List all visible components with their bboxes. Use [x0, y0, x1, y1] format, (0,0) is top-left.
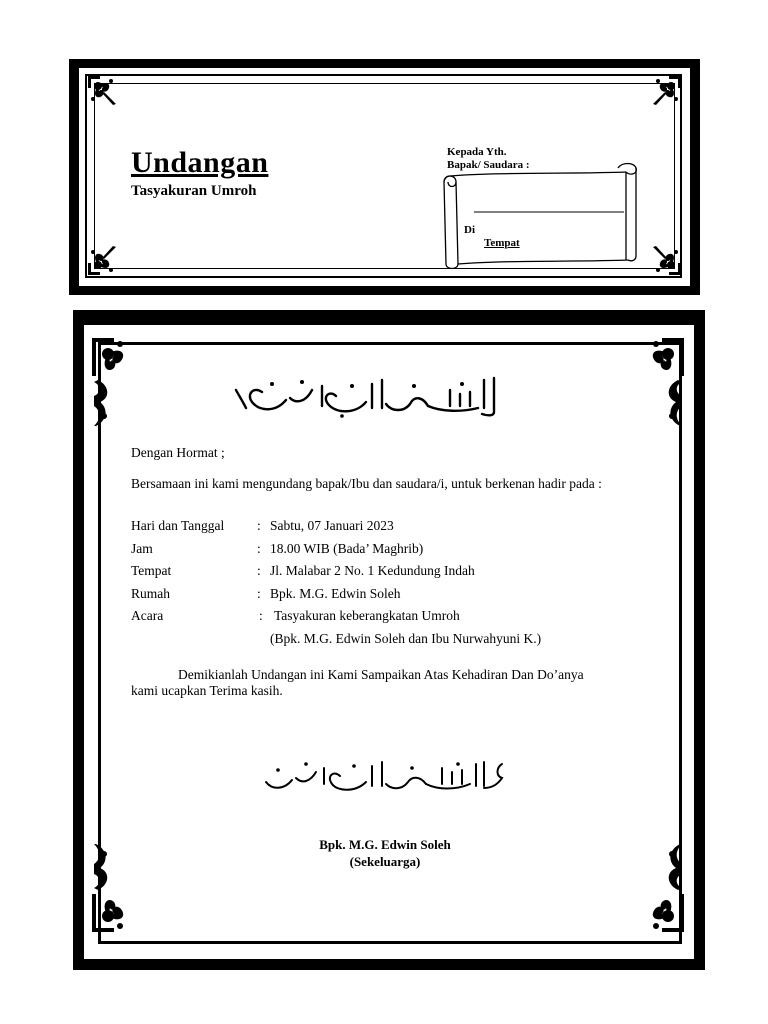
floral-corner-icon	[647, 241, 683, 277]
closing-paragraph: Demikianlah Undangan ini Kami Sampaikan Atas Kehadiran Dan Do’anya kami ucapkan Terima kasih.	[131, 667, 584, 698]
detail-label: Tempat	[131, 563, 172, 578]
detail-label: Jam	[131, 541, 153, 556]
place-label: Tempat	[484, 237, 520, 249]
floral-corner-icon	[86, 241, 122, 277]
detail-value: Tasyakuran keberangkatan Umroh	[274, 608, 460, 623]
assalamualaikum-calligraphy-icon	[232, 372, 500, 422]
detail-value: Jl. Malabar 2 No. 1 Kedundung Indah	[270, 563, 475, 578]
recipient-line: Bapak/ Saudara :	[447, 159, 530, 171]
detail-label: Hari dan Tanggal	[131, 518, 225, 533]
greeting: Dengan Hormat ;	[131, 445, 225, 460]
invitation-title: Undangan	[131, 146, 269, 179]
floral-corner-icon	[86, 74, 122, 110]
detail-value: 18.00 WIB (Bada’ Maghrib)	[270, 541, 424, 556]
floral-corner-icon	[90, 838, 130, 934]
detail-separator: :	[257, 586, 261, 601]
detail-label: Acara	[131, 608, 164, 623]
wassalamualaikum-calligraphy-icon	[262, 756, 506, 796]
signatory-name: Bpk. M.G. Edwin Soleh	[319, 837, 451, 852]
detail-label: Rumah	[131, 586, 170, 601]
intro-paragraph: Bersamaan ini kami mengundang bapak/Ibu dan saudara/i, untuk berkenan hadir pada :	[131, 476, 602, 491]
di-label: Di	[464, 224, 475, 236]
event-hosts: (Bpk. M.G. Edwin Soleh dan Ibu Nurwahyuni K.)	[270, 631, 542, 646]
parchment-scroll-icon	[440, 160, 642, 272]
detail-value: Sabtu, 07 Januari 2023	[270, 518, 394, 533]
signatory-family: (Sekeluarga)	[349, 854, 421, 869]
floral-corner-icon	[90, 336, 130, 432]
detail-separator: :	[257, 563, 261, 578]
floral-corner-icon	[646, 838, 686, 934]
recipient-line: Kepada Yth.	[447, 146, 507, 158]
invitation-subtitle: Tasyakuran Umroh	[131, 183, 257, 199]
detail-separator: :	[259, 608, 263, 623]
floral-corner-icon	[647, 74, 683, 110]
detail-value: Bpk. M.G. Edwin Soleh	[270, 586, 401, 601]
detail-separator: :	[257, 518, 261, 533]
floral-corner-icon	[646, 336, 686, 432]
detail-separator: :	[257, 541, 261, 556]
